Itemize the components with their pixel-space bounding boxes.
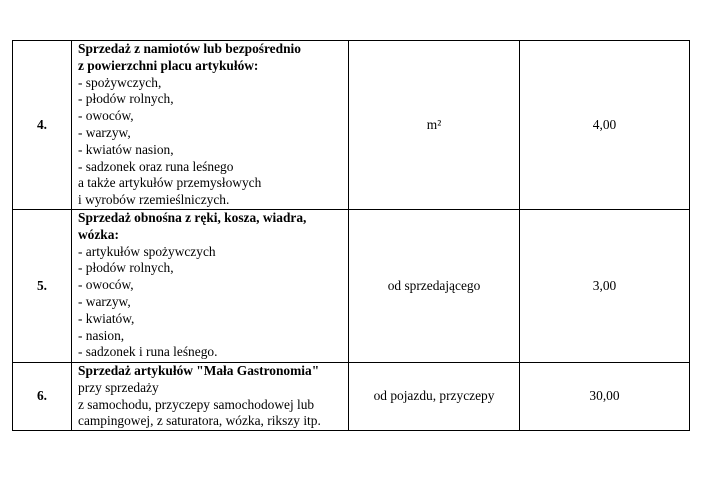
list-item: - sadzonek oraz runa leśnego <box>78 158 234 174</box>
row-title: wózka: <box>78 226 119 242</box>
row-unit: m² <box>349 41 520 210</box>
list-item: a także artykułów przemysłowych <box>78 175 262 191</box>
fees-table <box>12 40 690 431</box>
row-rate: 4,00 <box>520 41 690 210</box>
row-description <box>72 210 349 363</box>
table-row <box>13 41 690 210</box>
row-description <box>72 363 349 431</box>
list-item: - nasion, <box>78 327 125 343</box>
row-title: Sprzedaż artykułów "Mała Gastronomia" <box>78 363 320 378</box>
list-item: - warzyw, <box>78 124 131 140</box>
row-rate: 30,00 <box>520 363 690 431</box>
row-rate: 3,00 <box>520 210 690 363</box>
row-number: 5. <box>13 210 72 363</box>
list-item: - kwiatów, <box>78 310 135 326</box>
list-item: z samochodu, przyczepy samochodowej lub <box>78 396 315 412</box>
list-item: - płodów rolnych, <box>78 91 174 107</box>
list-item: campingowej, z saturatora, wózka, rikszy itp. <box>78 413 321 429</box>
list-item: - warzyw, <box>78 293 131 309</box>
list-item: i wyrobów rzemieślniczych. <box>78 192 230 208</box>
row-description <box>72 41 349 210</box>
row-title: Sprzedaż obnośna z ręki, kosza, wiadra, <box>78 210 307 225</box>
list-item: - owoców, <box>78 108 134 124</box>
list-item: - sadzonek i runa leśnego. <box>78 344 218 360</box>
list-item: - płodów rolnych, <box>78 260 174 276</box>
row-unit: od sprzedającego <box>349 210 520 363</box>
list-item: - artykułów spożywczych <box>78 243 216 259</box>
list-item: przy sprzedaży <box>78 379 159 395</box>
table-row <box>13 210 690 363</box>
row-number: 6. <box>13 363 72 431</box>
row-title: z powierzchni placu artykułów: <box>78 57 259 73</box>
row-title: Sprzedaż z namiotów lub bezpośrednio <box>78 41 301 56</box>
list-item: - spożywczych, <box>78 74 162 90</box>
list-item: - owoców, <box>78 277 134 293</box>
table-row <box>13 363 690 431</box>
row-number: 4. <box>13 41 72 210</box>
list-item: - kwiatów nasion, <box>78 141 174 157</box>
row-unit: od pojazdu, przyczepy <box>349 363 520 431</box>
